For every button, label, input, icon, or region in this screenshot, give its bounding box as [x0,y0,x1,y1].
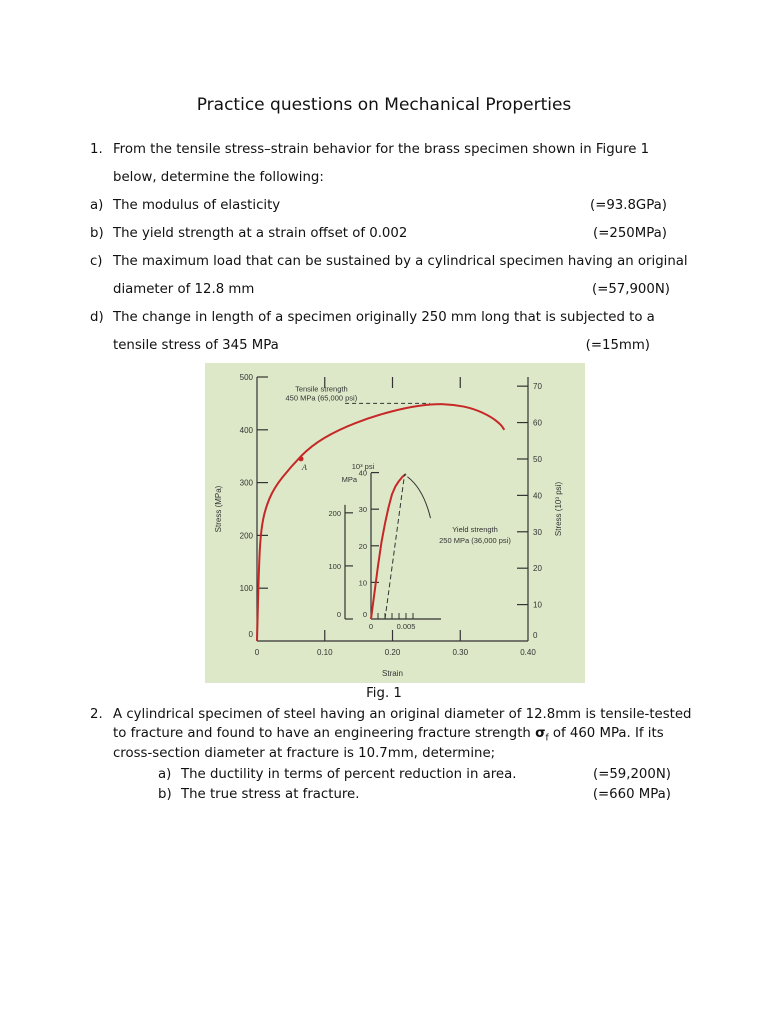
main-right-tick-label: 20 [533,564,542,574]
main-left-tick-label: 500 [239,373,253,382]
q1a-text: The modulus of elasticity [113,198,281,213]
q2-line2-pre: to fracture and found to have an engineering fracture strength [113,726,536,741]
q1c-answer: (=57,900N) [592,282,670,297]
point-a-marker [299,456,304,461]
q1b-text: The yield strength at a strain offset of 0.002 [113,226,408,241]
main-left-tick-label: 300 [239,478,253,488]
main-y-axis-label-left: Stress (MPa) [214,485,223,533]
q1d-answer: (=15mm) [585,338,650,353]
q1b-mark: b) [90,226,104,241]
q2-line2-post: of 460 MPa. If its [548,726,664,741]
page-title: Practice questions on Mechanical Properties [196,95,572,115]
q1d-mark: d) [90,310,104,325]
main-x-tick-label: 0.10 [316,648,333,657]
main-x-tick-label: 0.30 [452,648,469,657]
inset-mpa-unit-label: MPa [341,475,357,484]
inset-x-tick-label: 0.005 [396,622,416,631]
q2-text-line2 [113,726,664,744]
main-right-tick-label: 70 [533,382,542,392]
main-stress-strain-curve [257,404,504,641]
q2a-text: The ductility in terms of percent reduction in area. [181,767,517,782]
q1c-mark: c) [90,254,103,269]
main-left-tick-label: 0 [248,630,253,639]
main-right-tick-label: 0 [533,631,538,640]
tensile-strength-label-line2: 450 MPa (65,000 psi) [285,393,358,403]
yield-offset-dashed-line [385,474,405,619]
q1a-answer: (=93.8GPa) [590,198,667,213]
sigma-subscript: f [545,733,549,744]
point-a-label: A [302,462,307,472]
yield-strength-label-line2: 250 MPa (36,000 psi) [439,536,511,545]
q1c-text-line1: The maximum load that can be sustained by a cylindrical specimen having an original [113,254,688,269]
main-y-axis-label-right: Stress (10³ psi) [554,481,563,537]
inset-ksi-tick-label: 20 [358,541,367,551]
main-right-tick-label: 10 [533,600,542,610]
q1d-text-line2: tensile stress of 345 MPa [113,338,279,353]
stress-strain-chart [205,363,585,683]
figure-caption: Fig. 1 [366,686,402,701]
main-x-tick-label: 0.40 [520,648,536,657]
q2b-mark: b) [158,787,172,802]
main-right-tick-label: 50 [533,454,542,464]
inset-ksi-tick-label: 10 [358,578,367,588]
inset-ksi-tick-label: 0 [362,610,367,619]
q1b-answer: (=250MPa) [593,226,667,241]
yield-leader-line [407,477,430,518]
inset-elastic-curve [371,474,406,619]
inset-x-tick-label: 0 [368,622,374,631]
q2-text-line3: cross-section diameter at fracture is 10.7mm, determine; [113,746,496,761]
q2a-answer: (=59,200N) [593,767,671,782]
q1a-mark: a) [90,198,104,213]
q1-number: 1. [90,142,103,157]
inset-ksi-tick-label: 40 [358,468,367,478]
inset-ksi-unit-label: 10³ psi [351,462,375,471]
q1c-text-line2: diameter of 12.8 mm [113,282,255,297]
q2-number: 2. [90,707,103,722]
sigma-symbol: σ [535,726,546,741]
main-x-tick-label: 0 [254,648,260,657]
q2a-mark: a) [158,767,172,782]
inset-mpa-tick-label: 0 [336,610,341,619]
inset-ksi-tick-label: 30 [358,505,367,515]
q1-text-line1: From the tensile stress–strain behavior for the brass specimen shown in Figure 1 [113,142,650,157]
yield-strength-label-line1: Yield strength [452,525,498,534]
main-left-tick-label: 100 [239,584,253,594]
inset-mpa-tick-label: 200 [328,508,341,518]
main-x-tick-label: 0.20 [384,648,401,657]
q2b-answer: (=660 MPa) [592,787,671,802]
inset-mpa-tick-label: 100 [328,561,341,571]
tensile-strength-label-line1: Tensile strength [295,384,348,394]
main-left-tick-label: 200 [239,531,253,541]
main-x-axis-label: Strain [382,669,403,678]
main-left-tick-label: 400 [239,425,253,435]
main-right-tick-label: 30 [533,527,542,537]
q1d-text-line1: The change in length of a specimen originally 250 mm long that is subjected to a [113,310,655,325]
q2b-text: The true stress at fracture. [181,787,360,802]
main-right-tick-label: 40 [533,491,542,501]
stress-strain-figure [205,363,585,683]
q1-text-line2: below, determine the following: [113,170,324,185]
main-right-tick-label: 60 [533,418,542,428]
q2-text-line1: A cylindrical specimen of steel having an original diameter of 12.8mm is tensile-tested [113,707,692,722]
